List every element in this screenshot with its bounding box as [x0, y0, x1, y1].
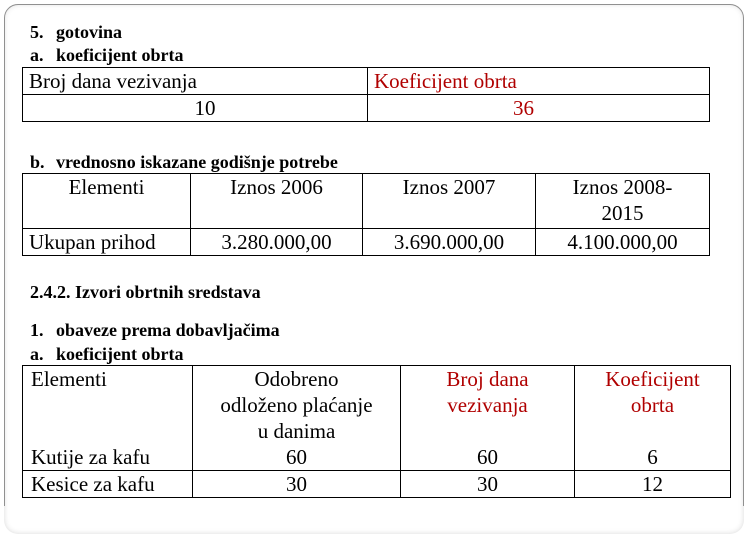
- supplier-obligations-table: [22, 365, 731, 498]
- section-5a-title: koeficijent obrta: [56, 45, 184, 65]
- header-cell: Broj dana vezivanja: [401, 366, 575, 445]
- table-cell: 30: [401, 471, 575, 498]
- header-cell: Iznos 2006: [191, 174, 363, 229]
- table-cell: 60: [193, 444, 401, 471]
- section-5b-heading: [30, 152, 338, 172]
- section-5-heading: [30, 22, 122, 42]
- section-1-title: obaveze prema dobavljačima: [56, 320, 280, 340]
- turnover-coefficient-table: [22, 67, 710, 122]
- section-5a-heading: [30, 45, 183, 65]
- section-5b-title: vrednosno iskazane godišnje potrebe: [56, 152, 338, 172]
- table-cell: 3.690.000,00: [363, 229, 536, 256]
- table-cell: Kesice za kafu: [23, 471, 193, 498]
- header-cell: Koeficijent obrta: [368, 68, 710, 95]
- table-header-row: [23, 174, 710, 229]
- table-cell: 6: [575, 444, 731, 471]
- table-cell: 30: [193, 471, 401, 498]
- table-cell: 60: [401, 444, 575, 471]
- section-242-heading: 2.4.2. Izvori obrtnih sredstava: [30, 282, 261, 302]
- table-row: [23, 229, 710, 256]
- table-cell: 4.100.000,00: [536, 229, 710, 256]
- table-row: [23, 471, 731, 498]
- table-row: [23, 95, 710, 122]
- section-5b-letter: b.: [30, 152, 45, 172]
- section-1a-heading: [30, 344, 183, 364]
- table-cell: Ukupan prihod: [23, 229, 191, 256]
- annual-needs-table: [22, 173, 710, 256]
- header-cell: Elementi: [23, 366, 193, 445]
- section-1-number: 1.: [30, 320, 44, 340]
- header-cell: Iznos 2007: [363, 174, 536, 229]
- section-5-title: gotovina: [56, 22, 123, 42]
- table-cell: 36: [368, 95, 710, 122]
- table-cell: 10: [23, 95, 368, 122]
- section-5-number: 5.: [30, 22, 44, 42]
- header-cell: Iznos 2008- 2015: [536, 174, 710, 229]
- section-1-heading: [30, 320, 280, 340]
- header-cell: Broj dana vezivanja: [23, 68, 368, 95]
- table-header-row: [23, 68, 710, 95]
- header-cell: Elementi: [23, 174, 191, 229]
- table-header-row: [23, 366, 731, 445]
- header-cell: Odobreno odloženo plaćanje u danima: [193, 366, 401, 445]
- section-1a-title: koeficijent obrta: [56, 344, 184, 364]
- table-cell: 3.280.000,00: [191, 229, 363, 256]
- slide-bottom-edge: [0, 506, 750, 540]
- table-cell: Kutije za kafu: [23, 444, 193, 471]
- table-row: [23, 444, 731, 471]
- section-5a-letter: a.: [30, 45, 44, 65]
- table-cell: 12: [575, 471, 731, 498]
- section-1a-letter: a.: [30, 344, 44, 364]
- header-cell: Koeficijent obrta: [575, 366, 731, 445]
